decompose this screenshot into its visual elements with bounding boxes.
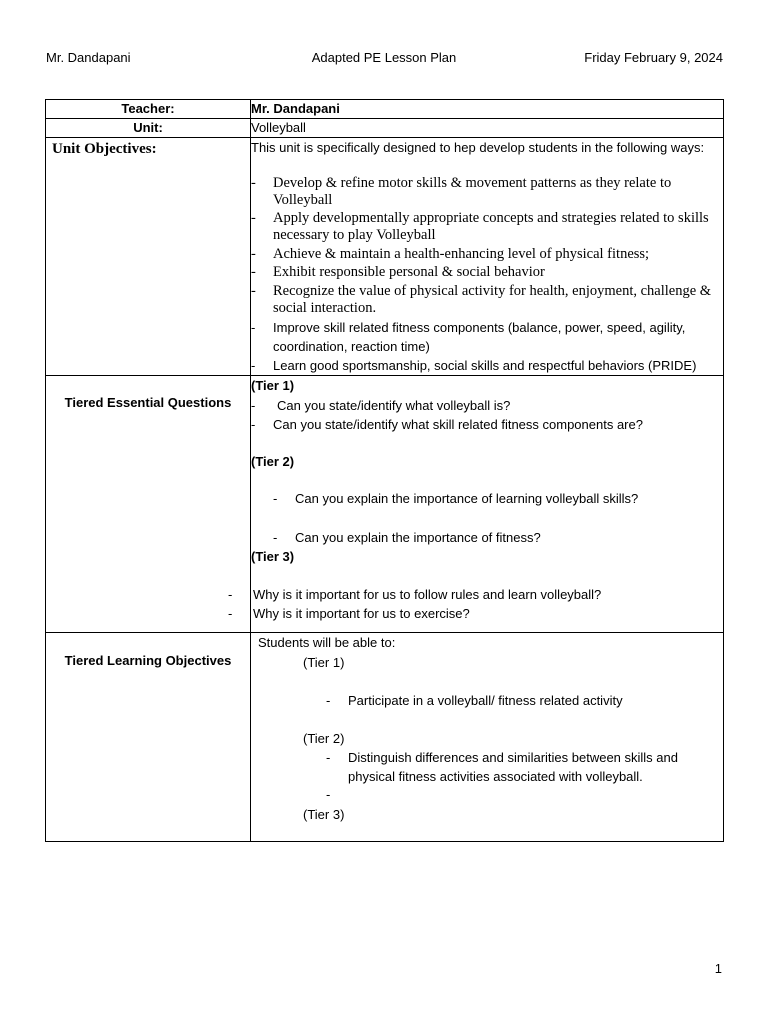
eq-tier2-item: - Can you explain the importance of fitness? <box>273 528 723 548</box>
eq-tier1-item: - Can you state/identify what skill related fitness components are? <box>251 415 723 435</box>
objective-item: - Achieve & maintain a health-enhancing level of physical fitness; <box>251 246 723 263</box>
header-teacher-name: Mr. Dandapani <box>46 50 131 65</box>
essential-questions-label: Tiered Essential Questions <box>64 395 232 410</box>
essential-questions-label-cell <box>46 376 251 633</box>
eq-tier3-list <box>228 585 723 624</box>
objective-item: - Exhibit responsible personal & social behavior <box>251 264 723 281</box>
learning-objectives-label: Tiered Learning Objectives <box>64 653 232 668</box>
learning-objectives-row <box>46 633 724 842</box>
unit-objectives-label-cell <box>46 138 251 376</box>
lo-intro: Students will be able to: <box>258 635 396 650</box>
essential-questions-content <box>251 376 724 633</box>
unit-value: Volleyball <box>251 119 724 138</box>
eq-tier3-heading: (Tier 3) <box>251 549 295 564</box>
unit-objectives-row <box>46 138 724 376</box>
page-number: 1 <box>714 961 722 976</box>
unit-row <box>46 119 724 138</box>
essential-questions-row <box>46 376 724 633</box>
unit-objectives-label: Unit Objectives: <box>52 141 157 157</box>
eq-tier1-heading: (Tier 1) <box>251 378 295 393</box>
lo-tier1-heading: (Tier 1) <box>303 655 345 670</box>
eq-tier2-heading: (Tier 2) <box>251 453 295 469</box>
header-document-title: Adapted PE Lesson Plan <box>311 50 457 65</box>
unit-objectives-content <box>251 138 724 376</box>
objective-item: - Learn good sportsmanship, social skills and respectful behaviors (PRIDE) <box>251 356 723 375</box>
teacher-value: Mr. Dandapani <box>251 100 724 119</box>
lo-tier2-heading: (Tier 2) <box>303 731 345 746</box>
eq-tier1-item: - Can you state/identify what volleyball is? <box>251 396 723 416</box>
learning-objectives-content <box>251 633 724 842</box>
objective-item: - Develop & refine motor skills & movement patterns as they relate to Volleyball <box>251 175 723 209</box>
teacher-row <box>46 100 724 119</box>
lo-tier1-item: - Participate in a volleyball/ fitness related activity <box>326 691 718 710</box>
eq-tier3-item: - Why is it important for us to follow rules and learn volleyball? <box>228 585 723 605</box>
unit-label: Unit: <box>46 119 251 138</box>
objective-item: - Improve skill related fitness components (balance, power, speed, agility, coordination, reaction time) <box>251 318 723 356</box>
lo-tier2-item: - Distinguish differences and similarities between skills and physical fitness activities associated with volleyball. <box>326 748 728 786</box>
header-date: Friday February 9, 2024 <box>584 50 723 65</box>
lo-tier3-heading: (Tier 3) <box>303 807 345 822</box>
eq-tier3-item: - Why is it important for us to exercise? <box>228 604 723 624</box>
objective-item: - Apply developmentally appropriate concepts and strategies related to skills necessary to play Volleyball <box>251 210 723 244</box>
eq-tier2-item-wrap <box>251 528 723 548</box>
objective-item: - Recognize the value of physical activity for health, enjoyment, challenge & social interaction. <box>251 283 723 317</box>
unit-objectives-intro: This unit is specifically designed to hep develop students in the following ways: <box>251 140 705 155</box>
teacher-label: Teacher: <box>46 100 251 119</box>
learning-objectives-label-cell <box>46 633 251 842</box>
eq-tier2-item: - Can you explain the importance of learning volleyball skills? <box>273 489 723 509</box>
lo-empty-dash: - <box>326 787 331 802</box>
eq-tier2-item-wrap <box>251 489 723 509</box>
lesson-plan-table <box>45 99 724 842</box>
